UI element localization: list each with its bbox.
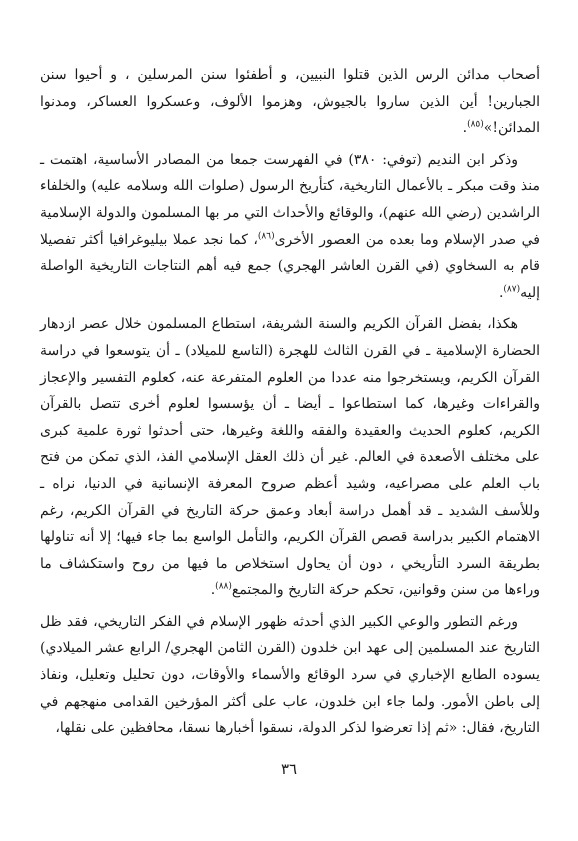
paragraph-text: وذكر ابن النديم (توفي: ٣٨٠) في الفهرست جمعا من المصادر الأساسية، اهتمت ـ منذ وقت مبكر ـ بالأعمال التاريخية، كتأريخ الرسول (صلوات الله وسلامه عليه) والخلفاء الراشدين (رضي الله عنهم)، والوقائع والأحداث التي مر بها المسلمون والدولة الإسلامية في صدر الإسلام وما بعده من العصور الأخرى	[40, 151, 541, 248]
paragraph-text: ، كما نجد عملا بيليوغرافيا أكثر تفصيلا قام به السخاوي (في القرن العاشر الهجري) جمع فيه أهم النتاجات التاريخية الواصلة إليه	[40, 231, 540, 301]
footnote-marker: (٨٥)	[467, 119, 484, 130]
body-text	[40, 62, 540, 742]
paragraph	[40, 311, 540, 604]
paragraph	[40, 609, 540, 742]
paragraph-text: هكذا، بفضل القرآن الكريم والسنة الشريفة، استطاع المسلمون خلال عصر ازدهار الحضارة الإسلامية ـ في القرن الثالث للهجرة (التاسع للميلاد) ـ أن يتوسعوا في دراسة القرآن الكريم، ويستخرجوا منه عددا من العلوم المتفرعة عنه، كعلوم التفسير والإعجاز والقراءات وغيرها، كما استطاعوا ـ أيضا ـ أن يؤسسوا لعلوم أخرى تتصل بالقرآن الكريم، كعلوم الحديث والعقيدة والفقه واللغة وغيرها، حتى أحدثوا ثورة علمية كبرى على مختلف الأصعدة في العالم. غير أن ذلك العقل الإسلامي الفذ، الذي تمكن من فتح باب العلم على مصراعيه، وشيد أعظم صروح المعرفة الإنسانية في الدنيا، نراه ـ وللأسف الشديد ـ قد أهمل دراسة أبعاد وعمق حركة التاريخ في القرآن الكريم، رغم الاهتمام الكبير بدراسة قصص القرآن الكريم، والتأمل الواسع بما جاء فيها؛ إلا أنه تناولها بطريقة السرد التأريخي ، دون أن يحاول استخلاص ما فيها من روح واستكشاف ما وراءها من سنن وقوانين، تحكم حركة التاريخ والمجتمع	[40, 316, 540, 599]
footnote-marker: (٨٨)	[215, 581, 232, 592]
paragraph-text: أصحاب مدائن الرس الذين قتلوا النبيين، و أطفئوا سنن المرسلين ، و أحيوا سنن الجبارين! أين الذين ساروا بالجيوش، وهزموا الألوف، وعسكروا العساكر، ومدنوا المدائن!»	[40, 67, 540, 137]
footnote-marker: (٨٦)	[257, 230, 275, 241]
paragraph-text: .	[210, 582, 216, 599]
paragraph-text: .	[462, 120, 468, 137]
paragraph-text: ورغم التطور والوعي الكبير الذي أحدثه ظهور الإسلام في الفكر التاريخي، فقد ظل التاريخ عند المسلمين إلى عهد ابن خلدون (القرن الثامن الهجري/ الرابع عشر الميلادي) يسوده الطابع الإخباري في سرد الوقائع والأسماء والأوقات، دون تحليل وتعليل، ونفاذ إلى باطن الأمور. ولما جاء ابن خلدون، عاب على أكثر المؤرخين القدامى منهجهم في التاريخ، فقال: «ثم إذا تعرضوا لذكر الدولة، نسقوا أخبارها نسقا، محافظين على نقلها،	[40, 613, 540, 737]
page-number: ٣٦	[280, 760, 298, 778]
paragraph-text: .	[498, 284, 504, 301]
paragraph	[40, 147, 540, 307]
footnote-marker: (٨٧)	[503, 284, 521, 295]
paragraph	[40, 62, 540, 142]
